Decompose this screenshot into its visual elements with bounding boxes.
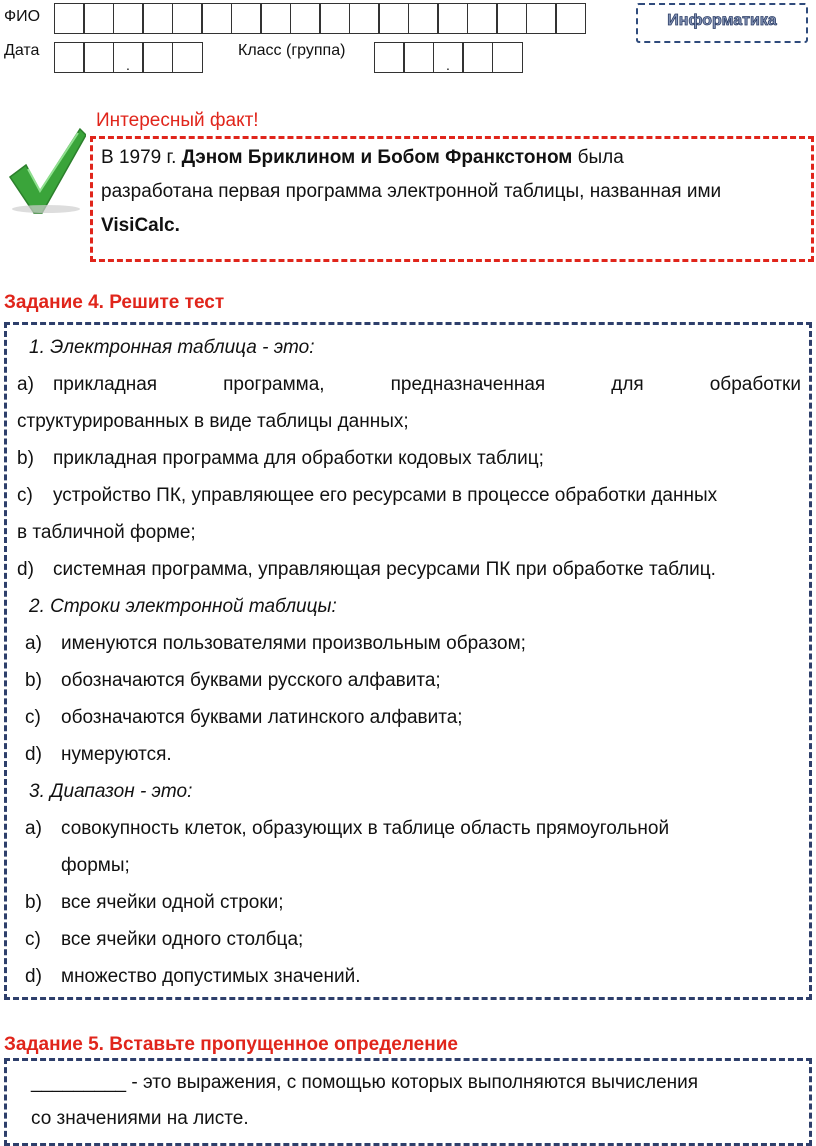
option-text: устройство ПК, управляющее его ресурсами в процессе обработки данных (53, 485, 718, 506)
checkmark-icon (6, 125, 86, 215)
option-letter[interactable]: b) (17, 448, 34, 469)
input-cell[interactable] (290, 3, 321, 34)
input-cell[interactable] (83, 42, 114, 73)
option-text: прикладная программа, предназначенная для обработки (53, 374, 801, 395)
input-cell[interactable] (492, 42, 523, 73)
fio-label: ФИО (4, 8, 41, 25)
question-title: 2. Строки электронной таблицы: (29, 596, 337, 617)
option-letter[interactable]: d) (17, 559, 34, 580)
input-cell[interactable] (54, 3, 85, 34)
input-cell[interactable] (201, 3, 232, 34)
definition-text: - это выражения, с помощью которых выполняются вычисления (126, 1072, 699, 1093)
option-text: все ячейки одного столбца; (61, 929, 304, 950)
option-text: структурированных в виде таблицы данных; (17, 411, 409, 432)
input-cell[interactable] (142, 42, 173, 73)
input-cell[interactable] (467, 3, 498, 34)
option-letter[interactable]: c) (25, 707, 41, 728)
option-letter[interactable]: a) (25, 818, 42, 839)
class-cells[interactable] (375, 42, 523, 73)
input-cell[interactable] (555, 3, 586, 34)
answer-option (17, 958, 801, 995)
definition-box (4, 1058, 812, 1146)
option-text: обозначаются буквами латинского алфавита; (61, 707, 463, 728)
definition-blank[interactable]: _________ (31, 1072, 127, 1093)
input-cell[interactable] (172, 42, 203, 73)
option-text: именуются пользователями произвольным образом; (61, 633, 526, 654)
option-text: прикладная программа для обработки кодовых таблиц; (53, 448, 544, 469)
option-continuation (17, 514, 801, 551)
option-letter[interactable]: a) (25, 633, 42, 654)
option-continuation (17, 847, 801, 884)
input-cell[interactable] (83, 3, 114, 34)
option-text: в табличной форме; (17, 522, 196, 543)
date-cells[interactable] (55, 42, 203, 73)
option-text: множество допустимых значений. (61, 966, 361, 987)
fact-text-1: В 1979 г. (101, 147, 182, 168)
option-continuation (17, 403, 801, 440)
option-letter[interactable]: d) (25, 966, 42, 987)
option-text: формы; (61, 855, 130, 876)
input-cell[interactable] (349, 3, 380, 34)
input-cell[interactable] (437, 3, 468, 34)
answer-option (17, 810, 801, 847)
input-cell[interactable] (113, 3, 144, 34)
fact-line-1 (101, 141, 801, 175)
input-cell[interactable] (462, 42, 493, 73)
subject-badge: Информатика (636, 3, 808, 43)
option-text: совокупность клеток, образующих в таблице область прямоугольной (61, 818, 670, 839)
option-text: нумеруются. (61, 744, 172, 765)
input-cell[interactable] (433, 42, 464, 73)
option-letter[interactable]: c) (25, 929, 41, 950)
input-cell[interactable] (496, 3, 527, 34)
fact-text-1-end: была (572, 147, 624, 168)
task4-title: Задание 4. Решите тест (4, 292, 225, 313)
option-text: системная программа, управляющая ресурсами ПК при обработке таблиц. (53, 559, 716, 580)
input-cell[interactable] (526, 3, 557, 34)
option-letter[interactable]: b) (25, 892, 42, 913)
answer-option (17, 736, 801, 773)
answer-option (17, 921, 801, 958)
task5-title: Задание 5. Вставьте пропущенное определение (4, 1034, 458, 1055)
fact-product: VisiCalc. (101, 215, 180, 236)
definition-line-1 (31, 1065, 799, 1101)
test-box (4, 322, 812, 1000)
input-cell[interactable] (408, 3, 439, 34)
definition-line-2: со значениями на листе. (31, 1108, 249, 1129)
answer-option (17, 366, 801, 403)
answer-option (17, 477, 801, 514)
input-cell[interactable] (142, 3, 173, 34)
fact-line-2: разработана первая программа электронной таблицы, названная ими (101, 181, 722, 202)
answer-option (17, 551, 801, 588)
input-cell[interactable] (403, 42, 434, 73)
input-cell[interactable] (54, 42, 85, 73)
input-cell[interactable] (374, 42, 405, 73)
answer-option (17, 699, 801, 736)
option-letter[interactable]: d) (25, 744, 42, 765)
option-letter[interactable]: a) (17, 374, 34, 395)
input-cell[interactable] (113, 42, 144, 73)
answer-option (17, 884, 801, 921)
input-cell[interactable] (260, 3, 291, 34)
input-cell[interactable] (378, 3, 409, 34)
fact-title: Интересный факт! (96, 110, 259, 131)
fio-cells[interactable] (55, 3, 586, 34)
answer-option (17, 625, 801, 662)
option-text: все ячейки одной строки; (61, 892, 284, 913)
answer-option (17, 440, 801, 477)
option-letter[interactable]: c) (17, 485, 33, 506)
fact-box (90, 136, 814, 262)
input-cell[interactable] (231, 3, 262, 34)
question-title: 1. Электронная таблица - это: (29, 337, 315, 358)
option-letter[interactable]: b) (25, 670, 42, 691)
input-cell[interactable] (319, 3, 350, 34)
date-label: Дата (4, 42, 40, 59)
question-title: 3. Диапазон - это: (29, 781, 193, 802)
input-cell[interactable] (172, 3, 203, 34)
fact-authors: Дэном Бриклином и Бобом Франкстоном (181, 147, 573, 168)
answer-option (17, 662, 801, 699)
class-label: Класс (группа) (238, 42, 346, 59)
fact-line-3 (101, 209, 801, 243)
option-text: обозначаются буквами русского алфавита; (61, 670, 441, 691)
